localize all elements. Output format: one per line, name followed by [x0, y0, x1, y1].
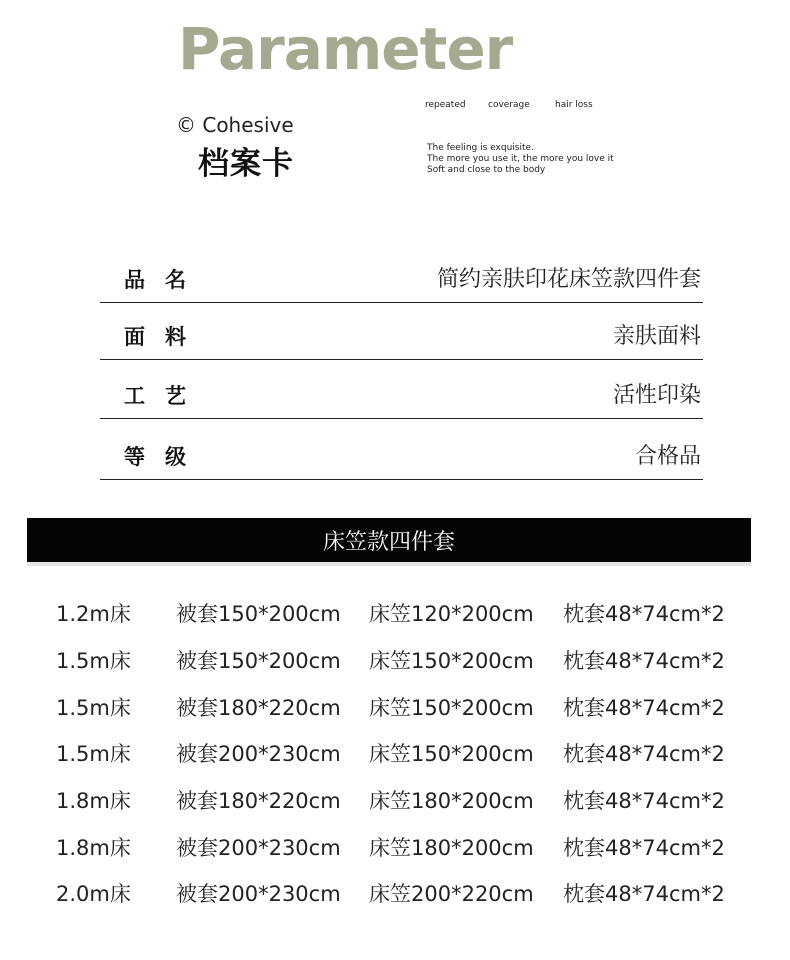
pillowcase-size: 枕套48*74cm*2 [563, 835, 725, 860]
banner-divider [27, 562, 751, 566]
tag-list [425, 99, 593, 111]
param-label: 面料 [124, 325, 206, 349]
tag-item: coverage [488, 100, 530, 110]
size-row [56, 730, 743, 777]
duvet-size: 被套150*200cm [176, 649, 341, 674]
slogan-line: The more you use it, the more you love it [427, 154, 614, 164]
fitted-sheet-size: 床笠150*200cm [369, 742, 534, 767]
param-row-fabric [100, 303, 703, 360]
bed-size: 1.8m床 [56, 835, 131, 860]
fitted-sheet-size: 床笠150*200cm [369, 695, 534, 720]
size-row [56, 823, 743, 870]
pillowcase-size: 枕套48*74cm*2 [563, 882, 725, 907]
duvet-size: 被套180*220cm [176, 695, 341, 720]
param-label: 品名 [124, 268, 206, 292]
size-row [56, 590, 743, 637]
section-banner: 床笠款四件套 [27, 518, 751, 562]
pillowcase-size: 枕套48*74cm*2 [563, 742, 725, 767]
duvet-size: 被套180*220cm [176, 789, 341, 814]
pillowcase-size: 枕套48*74cm*2 [563, 695, 725, 720]
pillowcase-size: 枕套48*74cm*2 [563, 602, 725, 627]
param-label: 等级 [124, 445, 206, 469]
fitted-sheet-size: 床笠200*220cm [369, 882, 534, 907]
brand-name: © Cohesive [176, 113, 294, 137]
param-label: 工艺 [124, 384, 206, 408]
param-value: 亲肤面料 [612, 324, 701, 349]
tag-item: repeated [425, 100, 466, 110]
fitted-sheet-size: 床笠120*200cm [369, 602, 534, 627]
size-row [56, 777, 743, 824]
slogan-line: Soft and close to the body [427, 165, 546, 175]
slogan [427, 143, 614, 176]
param-row-name [100, 248, 703, 303]
size-row [56, 683, 743, 730]
parameter-table [100, 248, 703, 480]
bed-size: 1.5m床 [56, 649, 131, 674]
duvet-size: 被套200*230cm [176, 742, 341, 767]
fitted-sheet-size: 床笠180*200cm [369, 789, 534, 814]
param-value: 简约亲肤印花床笠款四件套 [436, 267, 701, 292]
param-row-craft [100, 360, 703, 419]
bed-size: 1.2m床 [56, 602, 131, 627]
param-value: 合格品 [634, 444, 701, 469]
card-label: 档案卡 [198, 146, 294, 182]
duvet-size: 被套200*230cm [176, 835, 341, 860]
param-value: 活性印染 [612, 383, 701, 408]
pillowcase-size: 枕套48*74cm*2 [563, 649, 725, 674]
duvet-size: 被套200*230cm [176, 882, 341, 907]
fitted-sheet-size: 床笠150*200cm [369, 649, 534, 674]
duvet-size: 被套150*200cm [176, 602, 341, 627]
bed-size: 2.0m床 [56, 882, 131, 907]
size-row [56, 870, 743, 917]
size-table [56, 590, 743, 917]
pillowcase-size: 枕套48*74cm*2 [563, 789, 725, 814]
page-title: Parameter [178, 15, 513, 83]
bed-size: 1.5m床 [56, 742, 131, 767]
tag-item: hair loss [555, 100, 593, 110]
bed-size: 1.5m床 [56, 695, 131, 720]
slogan-line: The feeling is exquisite. [427, 143, 534, 153]
fitted-sheet-size: 床笠180*200cm [369, 835, 534, 860]
param-row-grade [100, 419, 703, 480]
size-row [56, 637, 743, 684]
bed-size: 1.8m床 [56, 789, 131, 814]
